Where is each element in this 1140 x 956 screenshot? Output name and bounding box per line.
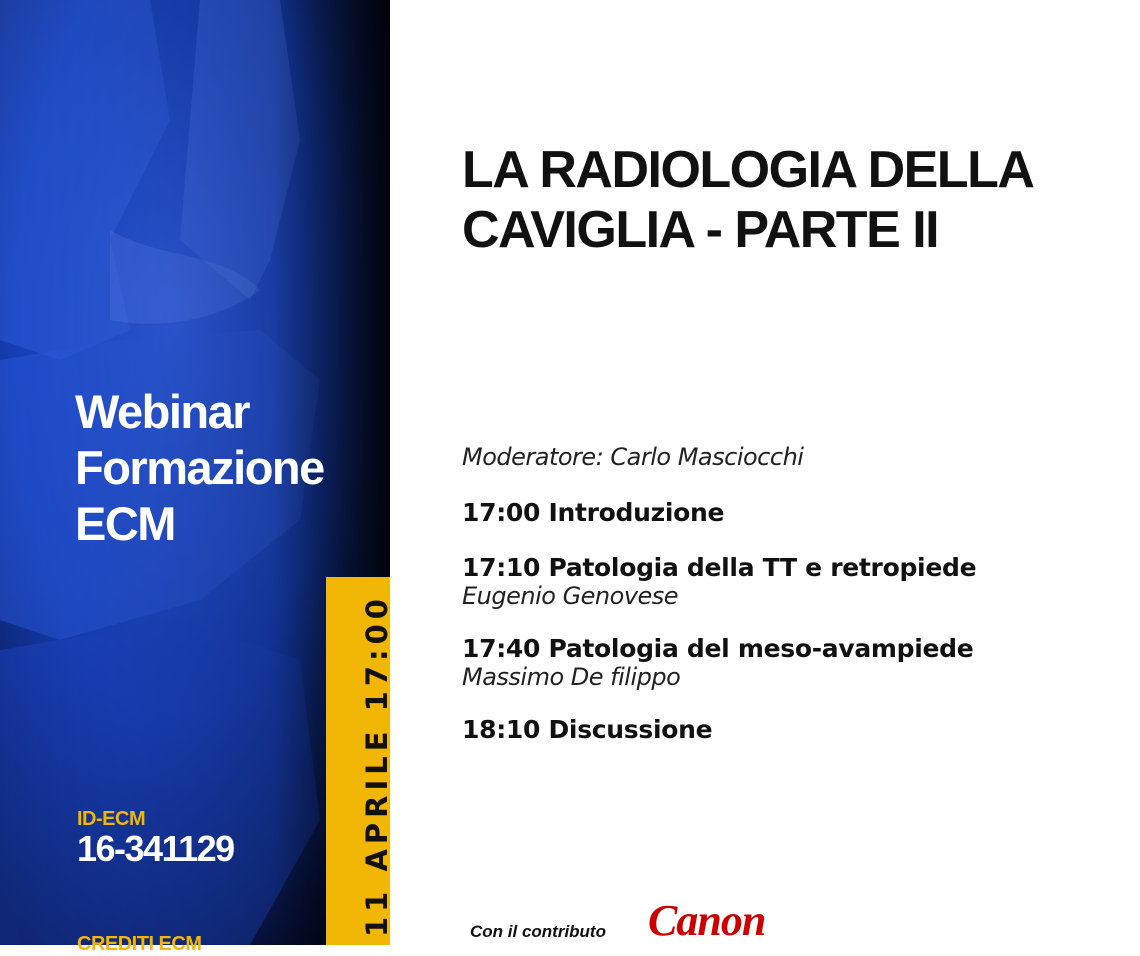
program-item-speaker: Eugenio Genovese	[462, 582, 679, 610]
society-logo	[108, 0, 288, 34]
program-item-speaker: Massimo De filippo	[462, 663, 681, 691]
moderator: Moderatore: Carlo Masciocchi	[462, 443, 804, 471]
left-panel	[0, 0, 394, 955]
sponsor-label: Con il contributo	[470, 922, 606, 941]
crediti-ecm-label: CREDITI ECM	[77, 933, 202, 955]
program-item	[462, 634, 1102, 690]
program-item-title: 17:40 Patologia del meso-avampiede	[462, 634, 974, 663]
program-item-title: 17:10 Patologia della TT e retropiede	[462, 553, 977, 582]
program-item	[462, 715, 1102, 745]
event-date-time: 11 APRILE 17:00	[360, 594, 394, 937]
webinar-title: Webinar Formazione ECM	[75, 385, 324, 550]
id-ecm-value: 16-341129	[77, 828, 234, 869]
program-item	[462, 498, 1102, 528]
program-item-title: 17:00 Introduzione	[462, 498, 725, 527]
program-item-title: 18:10 Discussione	[462, 715, 713, 744]
id-ecm-label: ID-ECM	[77, 808, 146, 830]
page-title: LA RADIOLOGIA DELLA CAVIGLIA - PARTE II	[462, 141, 1034, 259]
sponsor-logo: Canon	[648, 896, 766, 945]
program	[462, 443, 1102, 745]
program-item	[462, 553, 1102, 609]
